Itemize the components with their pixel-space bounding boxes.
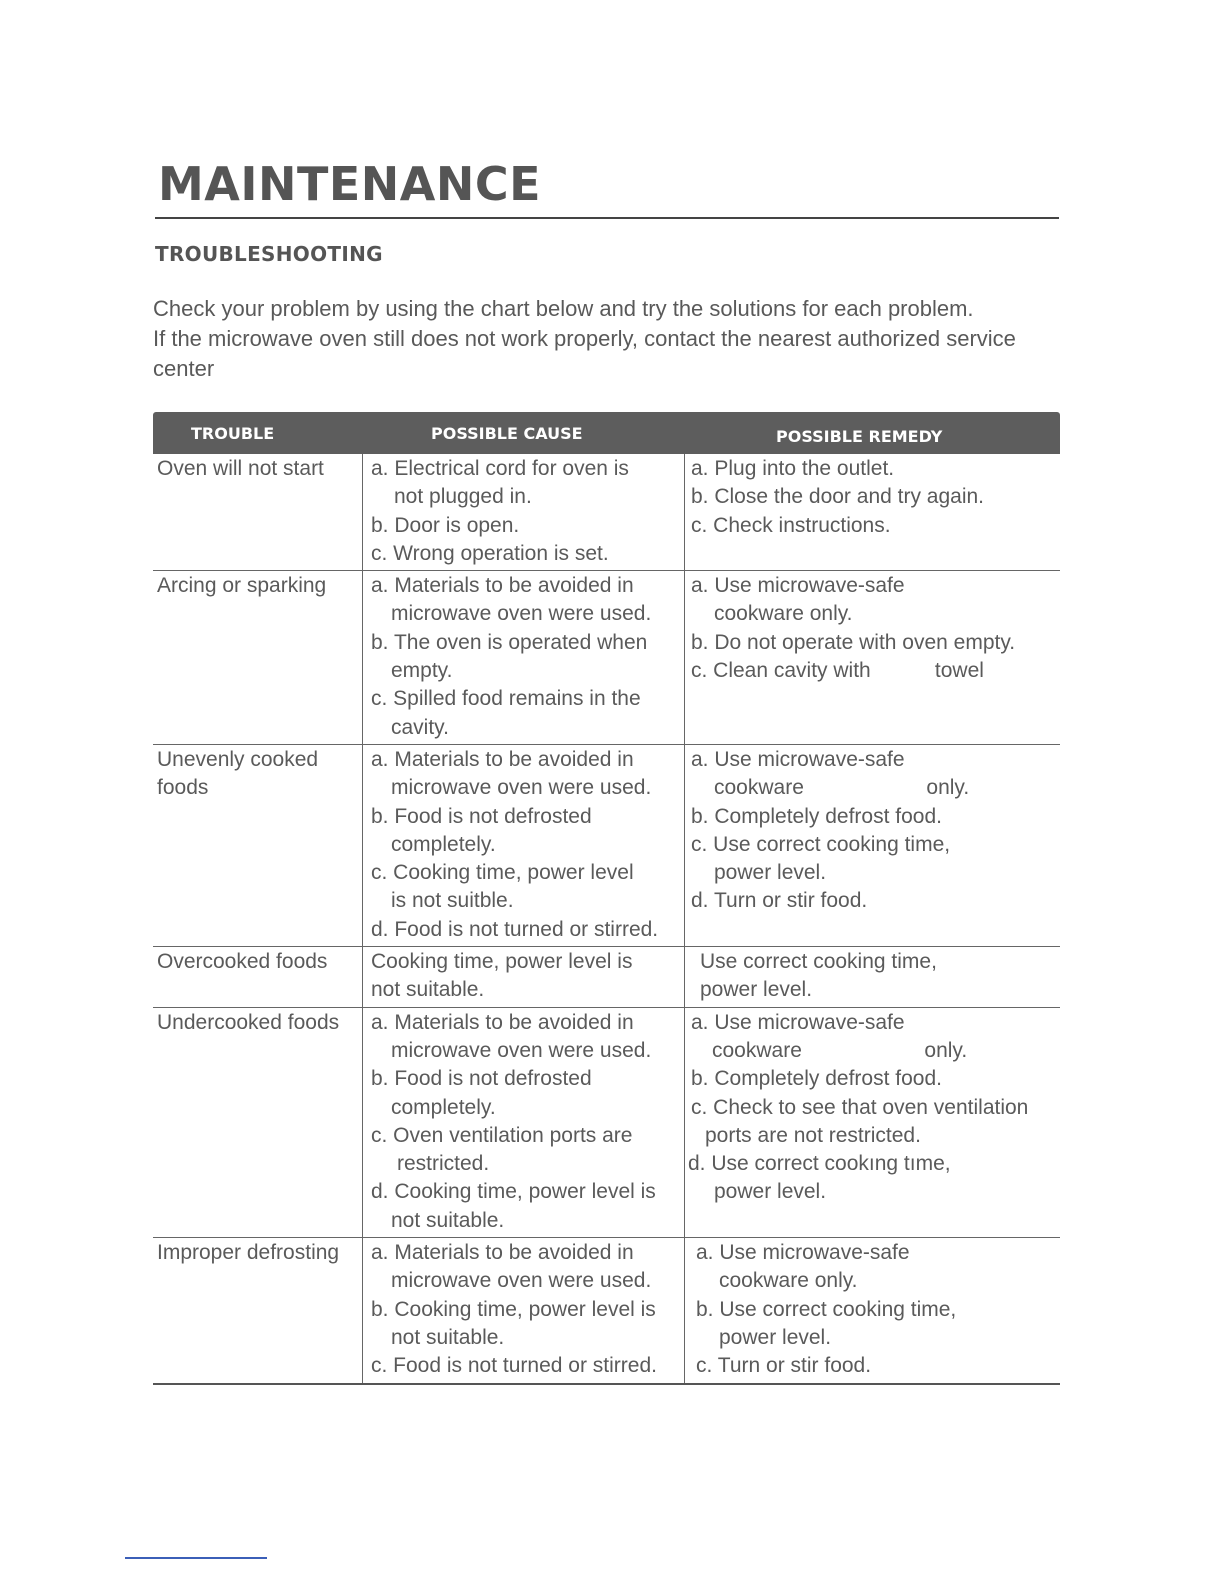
cause-line: a. Materials to be avoided in — [371, 1010, 634, 1034]
remedy-line: a. Use microwave-safe — [696, 1241, 910, 1265]
remedy-cell — [685, 1008, 1060, 1237]
trouble-cell — [153, 571, 363, 744]
header-remedy: POSSIBLE REMEDY — [776, 426, 943, 446]
cause-line: a. Materials to be avoided in — [371, 747, 634, 771]
remedy-line: a. Plug into the outlet. — [691, 457, 895, 480]
remedy-cell — [685, 745, 1060, 946]
remedy-line: c. Check instructions. — [691, 513, 891, 537]
remedy-line: power level. — [714, 861, 827, 885]
cause-line: is not suitble. — [391, 889, 514, 913]
cause-line: completely. — [391, 1095, 496, 1119]
page-title: MAINTENANCE — [158, 157, 542, 211]
trouble-text: Improper defrosting — [157, 1241, 340, 1265]
remedy-line: b. Completely defrost food. — [691, 804, 942, 828]
table-row — [153, 745, 1060, 947]
cause-line: Cooking time, power level is — [371, 950, 633, 974]
remedy-line: cookware only. — [714, 776, 970, 800]
table-header — [153, 412, 1060, 454]
trouble-cell — [153, 947, 363, 1007]
remedy-cell — [685, 454, 1060, 570]
trouble-text: Unevenly cooked foods — [157, 747, 319, 800]
cause-line: b. Door is open. — [371, 513, 520, 537]
cause-line: d. Cooking time, power level is — [371, 1180, 656, 1204]
remedy-line: b. Do not operate with oven empty. — [691, 630, 1016, 654]
trouble-cell — [153, 1238, 363, 1382]
cause-line: c. Cooking time, power level — [371, 861, 634, 885]
cause-cell — [363, 454, 685, 570]
remedy-line: c. Use correct cooking time, — [691, 832, 951, 856]
remedy-line: power level. — [714, 1180, 827, 1204]
cause-line: not suitable. — [391, 1208, 505, 1232]
remedy-line: b. Close the door and try again. — [691, 485, 985, 509]
remedy-line: b. Use correct cooking time, — [696, 1297, 957, 1321]
cause-line: c. Oven ventilation ports are — [371, 1123, 633, 1147]
table-row — [153, 571, 1060, 745]
intro-text — [153, 294, 1063, 384]
header-trouble: TROUBLE — [191, 423, 275, 443]
intro-line: If the microwave oven still does not work properly, contact the nearest authorized service center — [153, 326, 1016, 381]
cause-line: cavity. — [391, 715, 449, 739]
cause-line: microwave oven were used. — [391, 1038, 652, 1062]
remedy-line: cookware only. — [714, 602, 853, 626]
remedy-line: a. Use microwave-safe — [691, 1010, 905, 1034]
trouble-cell — [153, 745, 363, 946]
remedy-line: b. Completely defrost food. — [691, 1067, 942, 1091]
cause-line: c. Spilled food remains in the — [371, 687, 641, 711]
cause-line: microwave oven were used. — [391, 602, 652, 626]
title-divider — [155, 217, 1059, 219]
trouble-text: Undercooked foods — [157, 1010, 340, 1034]
table-row — [153, 947, 1060, 1008]
cause-line: not suitable. — [391, 1325, 505, 1349]
cause-cell — [363, 1238, 685, 1382]
remedy-line: a. Use microwave-safe — [691, 747, 905, 771]
remedy-line: Use correct cooking time, — [700, 950, 937, 974]
cause-line: empty. — [391, 659, 453, 683]
cause-line: c. Food is not turned or stirred. — [371, 1354, 657, 1378]
trouble-text: Overcooked foods — [157, 950, 328, 974]
cause-line: not suitable. — [371, 978, 485, 1002]
remedy-line: ports are not restricted. — [705, 1123, 921, 1147]
cause-cell — [363, 571, 685, 744]
table-row — [153, 1008, 1060, 1238]
trouble-text: Oven will not start — [157, 457, 324, 480]
footer-divider — [125, 1557, 267, 1559]
header-cause: POSSIBLE CAUSE — [431, 423, 583, 443]
cause-line: c. Wrong operation is set. — [371, 541, 609, 565]
cause-line: a. Electrical cord for oven is — [371, 457, 629, 480]
trouble-cell — [153, 454, 363, 570]
table-row — [153, 1238, 1060, 1384]
remedy-line: d. Use correct cookıng tıme, — [688, 1152, 951, 1176]
cause-line: d. Food is not turned or stirred. — [371, 917, 659, 941]
cause-cell — [363, 745, 685, 946]
cause-line: microwave oven were used. — [391, 776, 652, 800]
cause-line: a. Materials to be avoided in — [371, 1241, 634, 1265]
section-title: TROUBLESHOOTING — [155, 242, 383, 266]
cause-line: not plugged in. — [394, 485, 532, 509]
remedy-line: cookware only. — [719, 1269, 858, 1293]
cause-line: b. Food is not defrosted — [371, 804, 592, 828]
trouble-text: Arcing or sparking — [157, 574, 327, 598]
remedy-cell — [685, 947, 1060, 1007]
cause-line: b. Food is not defrosted — [371, 1067, 592, 1091]
cause-cell — [363, 1008, 685, 1237]
remedy-line: power level. — [700, 978, 813, 1002]
remedy-line: c. Clean cavity with towel — [691, 659, 984, 683]
cause-line: b. The oven is operated when — [371, 630, 648, 654]
remedy-line: power level. — [719, 1325, 832, 1349]
remedy-line: a. Use microwave-safe — [691, 574, 905, 598]
troubleshooting-table — [153, 412, 1060, 1385]
table-row — [153, 454, 1060, 571]
trouble-cell — [153, 1008, 363, 1237]
remedy-line: cookware only. — [712, 1038, 968, 1062]
remedy-cell — [685, 1238, 1060, 1382]
cause-line: a. Materials to be avoided in — [371, 574, 634, 598]
remedy-line: c. Turn or stir food. — [696, 1354, 872, 1378]
remedy-line: d. Turn or stir food. — [691, 889, 868, 913]
cause-line: completely. — [391, 832, 496, 856]
cause-line: microwave oven were used. — [391, 1269, 652, 1293]
intro-line: Check your problem by using the chart below and try the solutions for each problem. — [153, 296, 974, 321]
cause-line: restricted. — [397, 1152, 490, 1176]
cause-line: b. Cooking time, power level is — [371, 1297, 656, 1321]
remedy-cell — [685, 571, 1060, 744]
cause-cell — [363, 947, 685, 1007]
remedy-line: c. Check to see that oven ventilation — [691, 1095, 1029, 1119]
